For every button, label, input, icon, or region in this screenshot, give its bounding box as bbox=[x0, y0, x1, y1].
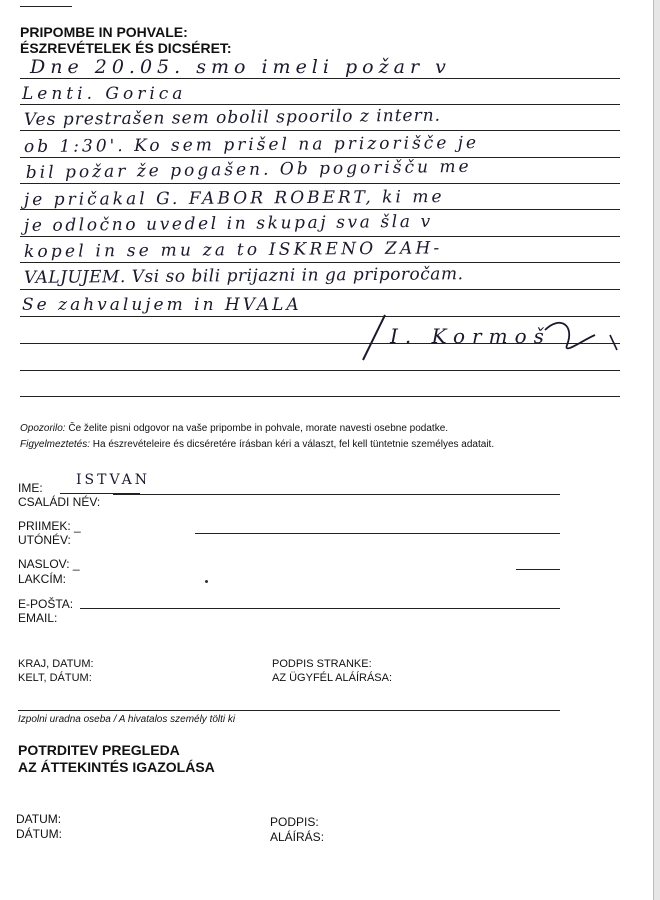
comment-line: Se zahvalujem in HVALA bbox=[22, 295, 302, 315]
priimek-field[interactable] bbox=[195, 533, 560, 534]
comment-line: VALJUJEM. Vsi so bili prijazni in ga priporočam. bbox=[23, 264, 464, 288]
ugyfel-label: AZ ÜGYFÉL ALÁÍRÁSA: bbox=[272, 672, 393, 684]
comment-line: ob 1:30'. Ko sem prišel na prizorišče je bbox=[23, 133, 480, 157]
comment-line: bil požar že pogašen. Ob pogorišču me bbox=[25, 156, 472, 183]
podpis-stranke-label: PODPIS STRANKE: bbox=[272, 658, 372, 670]
kraj-label: KRAJ, DATUM: bbox=[18, 658, 94, 670]
podpis-label: PODPIS: bbox=[270, 815, 319, 829]
official-note: Izpolni uradna oseba / A hivatalos személy tölti ki bbox=[18, 714, 236, 725]
alairas-label: ALÁÍRÁS: bbox=[270, 830, 325, 844]
naslov-field[interactable] bbox=[516, 569, 560, 570]
eposta-label: E-POŠTA: bbox=[18, 597, 74, 611]
ime-value[interactable]: ISTVAN bbox=[76, 472, 150, 488]
datum-hu-label: DÁTUM: bbox=[16, 827, 62, 841]
email-field[interactable] bbox=[80, 608, 560, 609]
top-line bbox=[20, 6, 72, 7]
ime-label: IME: bbox=[18, 481, 43, 495]
notice-hu: Figyelmeztetés: Ha észrevételeire és dicséretére írásban kéri a választ, fel kell tüntetnie személyes adatait. bbox=[20, 439, 495, 450]
csaladi-label: CSALÁDI NÉV: bbox=[18, 495, 101, 509]
priimek-label: PRIIMEK: _ bbox=[18, 519, 81, 533]
lakcim-label: LAKCÍM: bbox=[18, 572, 67, 586]
dot-mark bbox=[205, 580, 208, 583]
section-divider bbox=[18, 710, 560, 711]
notice-si: Opozorilo: Če želite pisni odgovor na vaše pripombe in pohvale, morate navesti osebne podatke. bbox=[20, 423, 449, 434]
comment-line: Lenti. Gorica bbox=[22, 84, 187, 104]
comment-line: Ves prestrašen sem obolil spoorilo z intern. bbox=[23, 105, 442, 130]
comment-line: je odločno uvedel in skupaj sva šla v bbox=[23, 211, 433, 236]
signature-stroke-icon bbox=[345, 305, 625, 365]
comments-title-hu: ÉSZREVÉTELEK ÉS DICSÉRET: bbox=[20, 40, 232, 56]
naslov-label: NASLOV: _ bbox=[18, 557, 80, 571]
review-title-hu: AZ ÁTTEKINTÉS IGAZOLÁSA bbox=[18, 759, 215, 775]
comment-line: kopel in se mu za to ISKRENO ZAH- bbox=[23, 238, 443, 262]
comment-line: je pričakal G. FABOR ROBERT, ki me bbox=[23, 187, 445, 210]
email-label: EMAIL: bbox=[18, 611, 58, 625]
utonev-label: UTÓNÉV: bbox=[18, 533, 71, 547]
comment-line: Dne 20.05. smo imeli požar v bbox=[30, 56, 451, 78]
signature: I. Kormoš bbox=[390, 324, 551, 348]
comments-title-si: PRIPOMBE IN POHVALE: bbox=[20, 24, 188, 40]
page-edge bbox=[653, 0, 660, 900]
kelt-label: KELT, DÁTUM: bbox=[18, 672, 92, 684]
review-title-si: POTRDITEV PREGLEDA bbox=[18, 742, 180, 758]
datum-label: DATUM: bbox=[16, 812, 62, 826]
